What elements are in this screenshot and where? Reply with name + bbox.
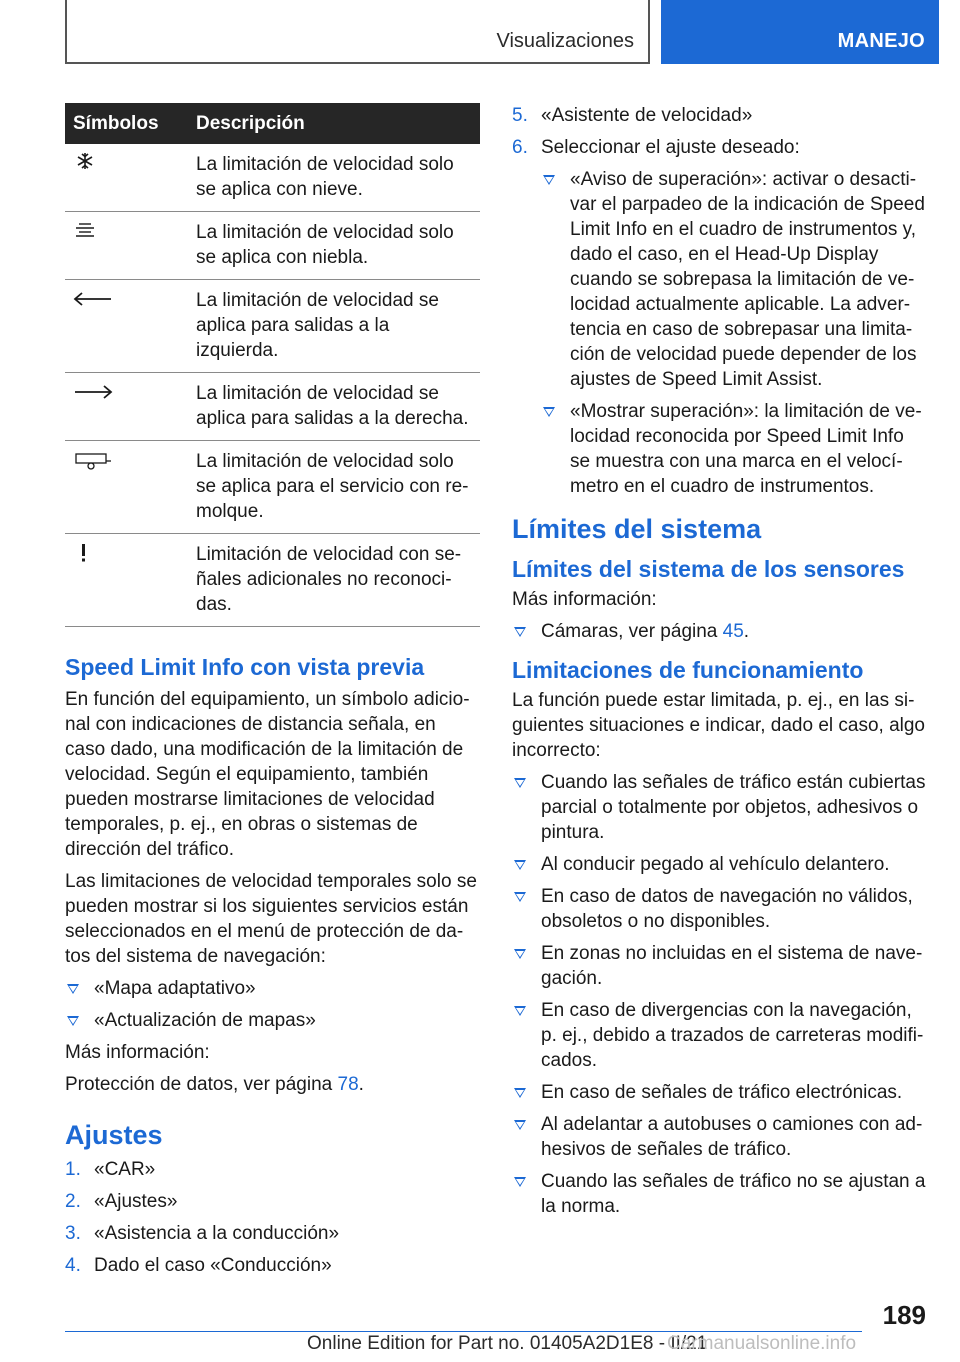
trailer-icon (73, 449, 113, 474)
list-item-text: En caso de datos de navegación no válidos, obsoletos o no disponibles. (541, 886, 913, 932)
description-cell: La limitación de velocidad solo se aplica con niebla. (188, 212, 480, 280)
step-text: Dado el caso «Conducción» (94, 1255, 332, 1276)
footer-edition: Online Edition for Part no. 01405A2D1E8 - II/21 (307, 1333, 708, 1354)
fog-icon (73, 220, 113, 245)
bullet-triangle-icon (514, 1120, 526, 1130)
step-number: 4. (65, 1255, 81, 1276)
list-item (512, 852, 927, 877)
list-item (512, 770, 927, 845)
arrow-right-icon (73, 381, 113, 406)
table-row (65, 534, 480, 627)
symbols-table (65, 103, 480, 627)
step-item (65, 1189, 480, 1214)
list-item-text: «Actualización de mapas» (94, 1010, 316, 1031)
list-item (512, 998, 927, 1073)
section-title: Visualizaciones (496, 30, 634, 52)
symbol-cell (65, 441, 188, 534)
ajustes-steps-continued (512, 103, 927, 499)
footer-watermark: Carmanualsonline.info (667, 1333, 857, 1354)
list-item-text: En caso de divergencias con la navegación, p. ej., debido a trazados de carreteras modificados. (541, 1000, 924, 1071)
privacy-page-link[interactable]: 78 (337, 1074, 359, 1095)
table-row (65, 373, 480, 441)
step-text: «Asistencia a la conducción» (94, 1223, 340, 1244)
table-header-row (65, 103, 480, 144)
function-limits-intro: La función puede estar limitada, p. ej., en las siguientes situaciones e indicar, dado el caso, algo incorrecto: (512, 690, 925, 761)
table-header-description: Descripción (188, 103, 480, 144)
table-row (65, 212, 480, 280)
services-list (65, 976, 480, 1033)
right-column (512, 103, 927, 1226)
symbol-cell (65, 212, 188, 280)
bullet-triangle-icon (514, 892, 526, 902)
table-row (65, 144, 480, 212)
more-info-label: Más información: (65, 1042, 210, 1063)
page-number: 189 (882, 1300, 926, 1330)
arrow-left-icon (73, 288, 113, 313)
list-item (65, 1008, 480, 1033)
bullet-triangle-icon (543, 175, 555, 185)
preview-paragraph-2: Las limitaciones de velocidad temporales solo se pueden mostrar si los siguientes servicios están seleccionados en el menú de protección de datos del sistema de navegación: (65, 871, 477, 967)
list-item: Cámaras, ver página 45. (512, 619, 927, 644)
step-number: 3. (65, 1223, 81, 1244)
ajustes-heading: Ajustes (65, 1120, 163, 1150)
chapter-tab[interactable] (661, 0, 939, 64)
camera-text: Cámaras, ver página (541, 621, 718, 642)
bullet-triangle-icon (514, 627, 526, 637)
ajustes-steps (65, 1157, 480, 1278)
function-limits-heading: Limitaciones de funcionamiento (512, 657, 864, 683)
bullet-triangle-icon (514, 778, 526, 788)
limits-heading: Límites del sistema (512, 514, 762, 544)
description-cell: La limitación de velocidad se aplica para salidas a la izquierda. (188, 280, 480, 373)
privacy-reference: Protección de datos, ver página 78. (65, 1074, 364, 1095)
bullet-triangle-icon (67, 1016, 79, 1026)
list-item-text: Cuando las señales de tráfico no se ajustan a la norma. (541, 1171, 926, 1217)
step-text: «Asistente de velocidad» (541, 105, 753, 126)
description-cell: La limitación de velocidad solo se aplica para el servicio con remolque. (188, 441, 480, 534)
symbol-cell (65, 373, 188, 441)
chapter-title: MANEJO (837, 30, 925, 52)
step-text: «Ajustes» (94, 1191, 178, 1212)
symbol-cell (65, 280, 188, 373)
symbol-cell (65, 144, 188, 212)
list-item-text: «Mostrar superación»: la limitación de velocidad reconocida por Speed Limit Info se muestra con una marca en el velocímetro en el cuadro de instrumentos. (570, 401, 922, 497)
snowflake-icon (73, 152, 113, 177)
list-item-text: Al adelantar a autobuses o camiones con adhesivos de señales de tráfico. (541, 1114, 923, 1160)
header-section-frame (65, 0, 650, 64)
left-column (65, 103, 480, 1285)
list-item (512, 1112, 927, 1162)
footer-divider (65, 1331, 862, 1332)
list-item-text: «Mapa adaptativo» (94, 978, 256, 999)
bullet-triangle-icon (67, 984, 79, 994)
situations-list (512, 770, 927, 1219)
table-row (65, 280, 480, 373)
step-number: 2. (65, 1191, 81, 1212)
list-item (512, 1169, 927, 1219)
list-item-text: En zonas no incluidas en el sistema de navegación. (541, 943, 923, 989)
list-item-text: Cuando las señales de tráfico están cubiertas parcial o totalmente por objetos, adhesivos o pintura. (541, 772, 926, 843)
sensors-heading: Límites del sistema de los sensores (512, 556, 905, 582)
step-number: 6. (512, 137, 528, 158)
step-number: 1. (65, 1159, 81, 1180)
step-item (65, 1221, 480, 1246)
table-header-symbols: Símbolos (65, 103, 188, 144)
step-number: 5. (512, 105, 528, 126)
bullet-triangle-icon (514, 1177, 526, 1187)
exclamation-icon (73, 542, 113, 567)
list-item (512, 884, 927, 934)
step-item (512, 135, 927, 499)
description-cell: La limitación de velocidad se aplica para salidas a la derecha. (188, 373, 480, 441)
bullet-triangle-icon (514, 1006, 526, 1016)
privacy-text: Protección de datos, ver página (65, 1074, 333, 1095)
bullet-triangle-icon (543, 407, 555, 417)
step-item (65, 1157, 480, 1182)
symbol-cell (65, 534, 188, 627)
list-item (541, 399, 927, 499)
camera-page-link[interactable]: 45 (722, 621, 744, 642)
preview-heading: Speed Limit Info con vista previa (65, 654, 425, 680)
list-item (541, 167, 927, 392)
more-info-label: Más información: (512, 589, 657, 610)
list-item (512, 941, 927, 991)
step-item (512, 103, 927, 128)
camera-reference-list (512, 619, 927, 644)
list-item-text: En caso de señales de tráfico electrónicas. (541, 1082, 903, 1103)
list-item (65, 976, 480, 1001)
preview-paragraph-1: En función del equipamiento, un símbolo adicional con indicaciones de distancia señala, en caso dado, una modificación de la limitación de velocidad. Según el equipamiento, también pueden mostrarse limitaciones de velocidad temporales, p. ej., en obras o sistemas de dirección del tráfico. (65, 689, 470, 860)
bullet-triangle-icon (514, 949, 526, 959)
bullet-triangle-icon (514, 1088, 526, 1098)
step-item (65, 1253, 480, 1278)
list-item-text: Al conducir pegado al vehículo delantero. (541, 854, 890, 875)
step-text: Seleccionar el ajuste deseado: (541, 137, 800, 158)
list-item (512, 1080, 927, 1105)
settings-options-list (541, 167, 927, 499)
table-row (65, 441, 480, 534)
list-item-text: «Aviso de superación»: activar o desactivar el parpadeo de la indicación de Speed Limit Info en el cuadro de instrumentos y, dado el caso, en el Head-Up Display cuando se sobrepasa la limitación de velocidad actualmente aplicable. La advertencia en caso de sobrepasar una limitación de velocidad puede depender de los ajustes de Speed Limit Assist. (570, 169, 925, 390)
description-cell: Limitación de velocidad con señales adicionales no reconocidas. (188, 534, 480, 627)
bullet-triangle-icon (514, 860, 526, 870)
step-text: «CAR» (94, 1159, 156, 1180)
description-cell: La limitación de velocidad solo se aplica con nieve. (188, 144, 480, 212)
